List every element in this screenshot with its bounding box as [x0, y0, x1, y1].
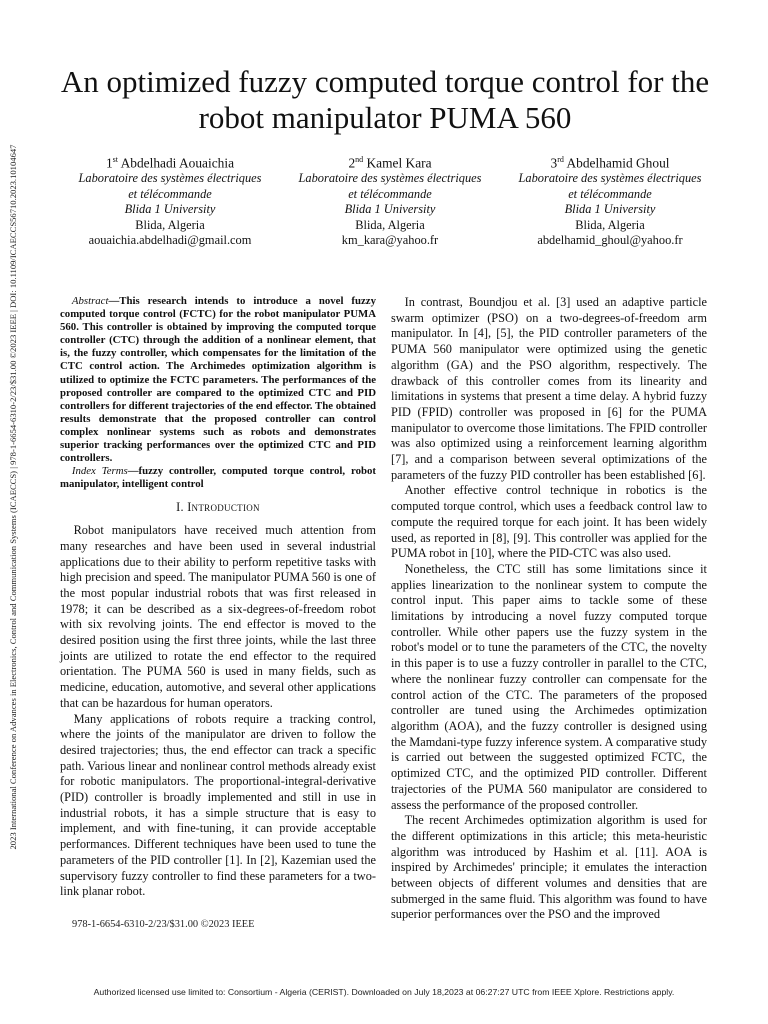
license-footer: Authorized licensed use limited to: Consortium - Algeria (CERIST). Downloaded on July 18,2023 at 06:27:27 UTC from IEEE Xplore. Restrictions apply. — [93, 987, 675, 997]
author-email: abdelhamid_ghoul@yahoo.fr — [537, 233, 683, 248]
author-city: Blida, Algeria — [355, 217, 425, 232]
author-lab-line-1: Laboratoire des systèmes électriques — [518, 171, 702, 186]
paper-title: An optimized fuzzy computed torque control for the robot manipulator PUMA 560 — [60, 64, 710, 135]
author-order-suffix: st — [112, 155, 118, 164]
author-lab-line-2: et télécommande — [128, 186, 212, 201]
index-terms-lead: Index Terms — [71, 465, 128, 478]
author-lab-line-1: Laboratoire des systèmes électriques — [78, 171, 262, 186]
author-lab-line-2: et télécommande — [568, 186, 652, 201]
author-name: Abdelhamid Ghoul — [566, 155, 670, 171]
author-city: Blida, Algeria — [575, 217, 645, 232]
index-terms — [60, 465, 376, 491]
author-city: Blida, Algeria — [135, 217, 205, 232]
right-column — [391, 295, 707, 923]
body-paragraph: Another effective control technique in robotics is the computed torque control, which uses a feedback control law to compute the required torque for each joint. It has been widely used, as reported in [8], [9]. This controller was applied for the PUMA robot in [10], where the PID-CTC was also used. — [391, 483, 707, 561]
author-university: Blida 1 University — [124, 202, 216, 217]
author-3 — [500, 152, 720, 249]
section-title: Introduction — [187, 500, 260, 515]
abstract-text: —This research intends to introduce a novel fuzzy computed torque control (FCTC) for the robot manipulator PUMA 560. This controller is obtained by improving the computed torque controller (CTC) through the addition of a nonlinear element, that is, the fuzzy controller, which compensates for the limitation of the CTC control action. The Archimedes optimization algorithm is utilized to optimize the FCTC parameters. The performances of the proposed controller are compared to the optimized CTC and PID controllers for different trajectories of the end effector. The obtained results demonstrate that the proposed controller can control complex nonlinear systems such as robots and demonstrates superior tracking performances over the optimized CTC and PID controllers. — [60, 295, 376, 465]
author-2 — [280, 152, 500, 249]
abstract — [60, 295, 376, 465]
abstract-lead: Abstract — [71, 295, 109, 307]
author-name: Kamel Kara — [366, 155, 432, 171]
sidebar-citation-text: 2023 International Conference on Advances in Electronics, Control and Communication Systems (ICAECCS) | 978-1-6654-6310-2/23/$31.00 ©2023 IEEE | DOI: 10.1109/ICAECCS56710.2023.10104647 — [8, 144, 18, 850]
section-number: I. — [176, 500, 184, 515]
author-1 — [60, 152, 280, 249]
author-university: Blida 1 University — [564, 202, 656, 217]
author-block — [60, 152, 720, 249]
author-order: 1 — [105, 155, 113, 171]
author-email: aouaichia.abdelhadi@gmail.com — [88, 233, 252, 248]
body-paragraph: Robot manipulators have received much attention from many researches and have been used in several industrial applications due to their ability to perform repetitive tasks with high precision and speed. The manipulator PUMA 560 is one of the most popular industrial robots that was first released in 1978; it can be described as a six-degrees-of-freedom robot with six revolving joints. The end effector is moved to the desired position using the first three joints, while the last three joints are utilized to rotate the end effector to the required orientation. The PUMA 560 is used in many fields, such as medicine, education, automotive, and several other applications that can be hazardous for human operators. — [60, 523, 376, 710]
body-paragraph: Many applications of robots require a tracking control, where the joints of the manipulator are driven to follow the desired trajectories; thus, the end effector can track a specific path. Various linear and nonlinear control methods already exist for robotic manipulators. The proportional-integral-derivative (PID) controller is broadly implemented and still in use in industrial robots, it has a simple structure that is easy to implement, and with fine-tuning, it can provide acceptable performances. Different techniques have been used to tune the parameters of the PID controller [1]. In [2], Kazemian used the supervisory fuzzy controller to find these parameters for a two-link planar robot. — [60, 711, 376, 899]
author-order: 2 — [348, 155, 356, 171]
author-order-suffix: rd — [557, 155, 564, 164]
author-order-suffix: nd — [355, 155, 364, 164]
author-lab-line-1: Laboratoire des systèmes électriques — [298, 171, 482, 186]
body-paragraph: In contrast, Boundjou et al. [3] used an adaptive particle swarm optimizer (PSO) on a two-degrees-of-freedom arm manipulator. In [4], [5], the PID controller parameters of the PUMA 560 manipulator were optimized using the genetic algorithm (GA) and the PSO algorithm, respectively. The drawback of this controller comes from its linearity and limitations in systems that present a time delay. A hybrid fuzzy PID (FPID) controller was proposed in [6] for the PUMA manipulator to overcome those limitations. The FPID controller was also optimized using a reinforcement learning algorithm [7], and a comparison between several optimizations of the parameters of the fuzzy PID controller has been established [6]. — [391, 295, 707, 482]
index-terms-text: —fuzzy controller, computed torque control, robot manipulator, intelligent control — [60, 465, 376, 491]
author-email: km_kara@yahoo.fr — [341, 233, 439, 248]
section-heading — [60, 500, 376, 516]
body-paragraph: Nonetheless, the CTC still has some limitations since it applies linearization to the nonlinear system to compute the control input. This paper aims to tackle some of these limitations by introducing a novel fuzzy computed torque controller. While other papers use the fuzzy system in the robot's model or to tune the parameters of the CTC, the novelty in this paper is to use a fuzzy controller in parallel to the CTC, where the nonlinear fuzzy controller can compensate for the control action of the CTC. The parameters of the proposed controller are tuned using the Archimedes optimization algorithm (AOA), and the fuzzy controller is designed using the Mamdani-type fuzzy inference system. A comparative study is carried out between the suggested optimized FCTC, the optimized CTC, and the optimized PID controller. Different trajectories of the PUMA 560 manipulator are considered to assess the performance of the proposed controller. — [391, 561, 707, 812]
body-paragraph: The recent Archimedes optimization algorithm is used for the different optimizations in this article; this meta-heuristic algorithm was introduced by Hashim et al. [11]. AOA is inspired by Archimedes' principle; it emulates the interaction between objects of different volumes and densities that are submerged in the same fluid. This algorithm was found to have superior performances over the PSO and the improved — [391, 813, 707, 922]
sidebar-citation — [5, 82, 21, 912]
author-name: Abdelhadi Aouaichia — [120, 155, 235, 171]
author-university: Blida 1 University — [344, 202, 436, 217]
left-column — [60, 295, 376, 900]
copyright-footnote: 978-1-6654-6310-2/23/$31.00 ©2023 IEEE — [72, 919, 255, 930]
author-order: 3 — [550, 155, 558, 171]
author-lab-line-2: et télécommande — [348, 186, 432, 201]
